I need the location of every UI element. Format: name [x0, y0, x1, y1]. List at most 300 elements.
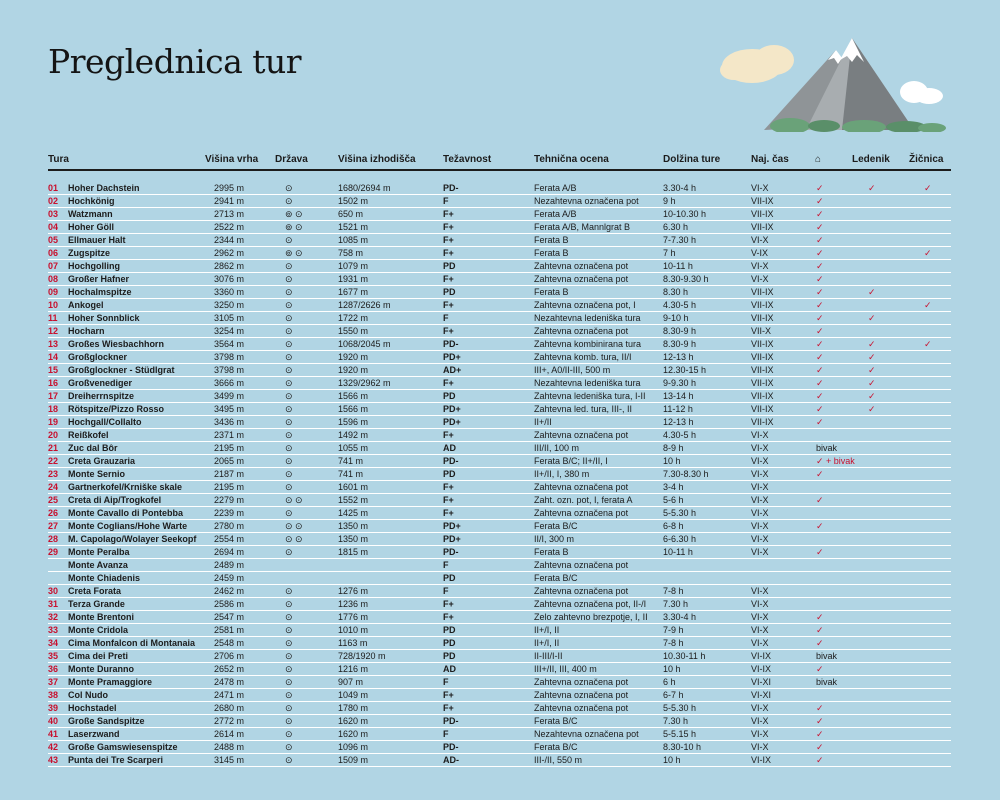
table-row — [48, 689, 951, 702]
tour-name: Creta Forata — [68, 586, 122, 596]
tour-number: 36 — [48, 664, 59, 674]
start-height: 1920 m — [338, 352, 369, 362]
table-row — [48, 754, 951, 767]
best-season: VI-IX — [751, 755, 772, 765]
best-season: VII-IX — [751, 391, 774, 401]
tour-length: 7 h — [663, 248, 676, 258]
tour-name: Watzmann — [68, 209, 113, 219]
best-season: VI-X — [751, 703, 769, 713]
cableway-check: ✓ — [924, 183, 932, 193]
tour-number: 09 — [48, 287, 59, 297]
technical-grade: Ferata B — [534, 547, 569, 557]
peak-height: 2548 m — [214, 638, 245, 648]
difficulty: PD- — [443, 547, 459, 557]
technical-grade: Zahtevna označena pot — [534, 560, 629, 570]
tour-number: 38 — [48, 690, 59, 700]
country-flags: ⊙ — [285, 703, 293, 713]
tour-length: 8.30 h — [663, 287, 689, 297]
technical-grade: Ferata B — [534, 248, 569, 258]
difficulty: PD+ — [443, 352, 461, 362]
difficulty: PD — [443, 573, 456, 583]
tour-name: Zuc dal Bôr — [68, 443, 118, 453]
country-flags: ⊙ — [285, 677, 293, 687]
difficulty: F+ — [443, 430, 454, 440]
peak-height: 3495 m — [214, 404, 245, 414]
best-season: VII-IX — [751, 196, 774, 206]
tour-name: Gartnerkofel/Krniške skale — [68, 482, 183, 492]
tour-length: 7-8 h — [663, 638, 684, 648]
country-flags: ⊙ — [285, 430, 293, 440]
table-row — [48, 416, 951, 429]
start-height: 1236 m — [338, 599, 369, 609]
tour-length: 8.30-9.30 h — [663, 274, 709, 284]
glacier-check: ✓ — [868, 339, 876, 349]
start-height: 1329/2962 m — [338, 378, 391, 388]
difficulty: PD — [443, 625, 456, 635]
table-row — [48, 572, 951, 585]
country-flags: ⊙ — [285, 690, 293, 700]
table-header — [48, 153, 951, 171]
peak-height: 2239 m — [214, 508, 245, 518]
header-start: Višina izhodišča — [338, 154, 416, 165]
technical-grade: Zahtevna označena pot — [534, 274, 629, 284]
country-flags: ⊙ — [285, 638, 293, 648]
difficulty: F+ — [443, 495, 454, 505]
glacier-check: ✓ — [868, 378, 876, 388]
best-season: VII-IX — [751, 313, 774, 323]
glacier-check: ✓ — [868, 313, 876, 323]
tour-number: 27 — [48, 521, 59, 531]
best-season: VI-IX — [751, 651, 772, 661]
start-height: 1601 m — [338, 482, 369, 492]
peak-height: 3250 m — [214, 300, 245, 310]
glacier-check: ✓ — [868, 352, 876, 362]
tour-length: 12-13 h — [663, 417, 694, 427]
start-height: 1085 m — [338, 235, 369, 245]
tour-name: Hocharn — [68, 326, 105, 336]
start-height: 650 m — [338, 209, 364, 219]
header-season: Naj. čas — [751, 154, 789, 165]
best-season: VII-IX — [751, 404, 774, 414]
tour-length: 4.30-5 h — [663, 430, 697, 440]
difficulty: F+ — [443, 209, 454, 219]
start-height: 1620 m — [338, 716, 369, 726]
country-flags: ⊙ — [285, 664, 293, 674]
difficulty: F+ — [443, 326, 454, 336]
tour-name: Hoher Dachstein — [68, 183, 140, 193]
glacier-check: ✓ — [868, 287, 876, 297]
peak-height: 3076 m — [214, 274, 245, 284]
technical-grade: Ferata B/C — [534, 573, 578, 583]
best-season: VI-X — [751, 469, 769, 479]
start-height: 1068/2045 m — [338, 339, 391, 349]
start-height: 1276 m — [338, 586, 369, 596]
difficulty: PD+ — [443, 521, 461, 531]
tour-length: 8.30-10 h — [663, 742, 702, 752]
tour-number: 28 — [48, 534, 59, 544]
table-row — [48, 741, 951, 754]
technical-grade: Zahtevna označena pot — [534, 586, 629, 596]
best-season: VII-IX — [751, 339, 774, 349]
tour-number: 14 — [48, 352, 59, 362]
tour-name: Col Nudo — [68, 690, 108, 700]
technical-grade: Zahtevna ledeniška tura, I-II — [534, 391, 646, 401]
difficulty: F — [443, 313, 449, 323]
tour-name: Monte Pramaggiore — [68, 677, 153, 687]
tour-length: 5-6 h — [663, 495, 684, 505]
table-row — [48, 221, 951, 234]
best-season: VII-IX — [751, 352, 774, 362]
table-row — [48, 624, 951, 637]
tour-name: Monte Peralba — [68, 547, 130, 557]
peak-height: 2371 m — [214, 430, 245, 440]
tour-name: Großes Wiesbachhorn — [68, 339, 164, 349]
start-height: 1502 m — [338, 196, 369, 206]
country-flags: ⊙ — [285, 586, 293, 596]
country-flags: ⊙ — [285, 378, 293, 388]
technical-grade: Zahtevna označena pot — [534, 482, 629, 492]
country-flags: ⊙ — [285, 469, 293, 479]
table-row — [48, 611, 951, 624]
technical-grade: III-/II, 550 m — [534, 755, 583, 765]
table-row — [48, 559, 951, 572]
start-height: 907 m — [338, 677, 364, 687]
tour-length: 8.30-9 h — [663, 339, 697, 349]
table-row — [48, 533, 951, 546]
start-height: 1287/2626 m — [338, 300, 391, 310]
start-height: 1425 m — [338, 508, 369, 518]
hut-check: ✓ — [816, 495, 824, 505]
tour-length: 7-7.30 h — [663, 235, 697, 245]
technical-grade: III+, A0/II-III, 500 m — [534, 365, 611, 375]
tour-number: 04 — [48, 222, 59, 232]
technical-grade: Zahtevna označena pot, II-/I — [534, 599, 647, 609]
tour-length: 9-10 h — [663, 313, 689, 323]
table-row — [48, 650, 951, 663]
table-row — [48, 260, 951, 273]
tour-number: 40 — [48, 716, 59, 726]
table-row — [48, 715, 951, 728]
tour-length: 3-4 h — [663, 482, 684, 492]
peak-height: 2680 m — [214, 703, 245, 713]
tour-number: 11 — [48, 313, 58, 323]
tour-name: Hochgolling — [68, 261, 120, 271]
header-cableway: Žičnica — [909, 154, 944, 165]
table-row — [48, 442, 951, 455]
tour-length: 6-8 h — [663, 521, 684, 531]
tour-name: Hochstadel — [68, 703, 117, 713]
tour-name: Ankogel — [68, 300, 104, 310]
hut-check: ✓ — [816, 235, 824, 245]
tour-table-body — [48, 182, 951, 767]
country-flags: ⊙ — [285, 339, 293, 349]
glacier-check: ✓ — [868, 404, 876, 414]
technical-grade: Ferata B/C — [534, 716, 578, 726]
tour-length: 5-5.30 h — [663, 703, 697, 713]
technical-grade: II+/I, II — [534, 625, 560, 635]
tour-length: 10 h — [663, 456, 681, 466]
peak-height: 2279 m — [214, 495, 245, 505]
difficulty: PD — [443, 287, 456, 297]
country-flags: ⊙ — [285, 300, 293, 310]
cableway-check: ✓ — [924, 300, 932, 310]
difficulty: F+ — [443, 300, 454, 310]
technical-grade: Zahtevna označena pot — [534, 677, 629, 687]
start-height: 1049 m — [338, 690, 369, 700]
table-row — [48, 390, 951, 403]
peak-height: 2459 m — [214, 573, 245, 583]
tour-length: 10 h — [663, 755, 681, 765]
technical-grade: Zahtevna označena pot — [534, 703, 629, 713]
tour-length: 11-12 h — [663, 404, 693, 414]
tour-number: 22 — [48, 456, 59, 466]
start-height: 1216 m — [338, 664, 369, 674]
start-height: 1521 m — [338, 222, 369, 232]
difficulty: PD- — [443, 339, 459, 349]
start-height: 1722 m — [338, 313, 369, 323]
cableway-check: ✓ — [924, 248, 932, 258]
technical-grade: Zaht. ozn. pot, I, ferata A — [534, 495, 633, 505]
table-row — [48, 546, 951, 559]
country-flags: ⊙ — [285, 196, 293, 206]
tour-number: 24 — [48, 482, 59, 492]
country-flags: ⊙ — [285, 625, 293, 635]
mountain-illustration — [714, 30, 946, 132]
technical-grade: Zahtevna led. tura, III-, II — [534, 404, 633, 414]
country-flags: ⊙ — [285, 742, 293, 752]
tour-number: 25 — [48, 495, 59, 505]
tour-name: Hochalmspitze — [68, 287, 132, 297]
tour-name: Rötspitze/Pizzo Rosso — [68, 404, 165, 414]
tour-number: 39 — [48, 703, 59, 713]
table-row — [48, 481, 951, 494]
tour-number: 19 — [48, 417, 59, 427]
hut-check: ✓ — [816, 716, 824, 726]
table-row — [48, 585, 951, 598]
tour-length: 7-9 h — [663, 625, 684, 635]
hut-check: ✓ — [816, 404, 824, 414]
country-flags: ⊙ ⊙ — [285, 521, 303, 531]
peak-height: 2471 m — [214, 690, 245, 700]
table-row — [48, 286, 951, 299]
tour-name: Monte Sernio — [68, 469, 126, 479]
tour-number: 35 — [48, 651, 59, 661]
hut-check: ✓ — [816, 339, 824, 349]
tour-name: Reißkofel — [68, 430, 109, 440]
country-flags: ⊙ — [285, 261, 293, 271]
hut-check: ✓ — [816, 313, 824, 323]
difficulty: F+ — [443, 235, 454, 245]
difficulty: AD — [443, 664, 456, 674]
peak-height: 2065 m — [214, 456, 245, 466]
technical-grade: Zahtevna označena pot — [534, 261, 629, 271]
best-season: VI-X — [751, 742, 769, 752]
technical-grade: Ferata A/B, Mannlgrat B — [534, 222, 631, 232]
table-row — [48, 273, 951, 286]
tour-name: Monte Cavallo di Pontebba — [68, 508, 184, 518]
technical-grade: II+/II — [534, 417, 552, 427]
table-row — [48, 637, 951, 650]
table-row — [48, 377, 951, 390]
technical-grade: Zahtevna kombinirana tura — [534, 339, 642, 349]
peak-height: 3436 m — [214, 417, 245, 427]
difficulty: F — [443, 729, 449, 739]
peak-height: 2478 m — [214, 677, 245, 687]
hut-check: ✓ — [816, 742, 824, 752]
best-season: VI-X — [751, 183, 769, 193]
country-flags: ⊚ ⊙ — [285, 209, 303, 219]
header-length: Dolžina ture — [663, 154, 721, 165]
tour-name: Monte Cridola — [68, 625, 128, 635]
tour-length: 12.30-15 h — [663, 365, 707, 375]
best-season: VII-IX — [751, 365, 774, 375]
difficulty: PD- — [443, 716, 459, 726]
difficulty: AD — [443, 443, 456, 453]
tour-name: Monte Brentoni — [68, 612, 134, 622]
difficulty: F+ — [443, 378, 454, 388]
difficulty: F+ — [443, 274, 454, 284]
peak-height: 3145 m — [214, 755, 245, 765]
tour-number: 42 — [48, 742, 59, 752]
technical-grade: Nezahtevna označena pot — [534, 196, 639, 206]
country-flags: ⊚ ⊙ — [285, 222, 303, 232]
best-season: VI-X — [751, 586, 769, 596]
best-season: VI-X — [751, 638, 769, 648]
header-technical: Tehnična ocena — [534, 154, 609, 165]
peak-height: 2554 m — [214, 534, 245, 544]
peak-height: 2694 m — [214, 547, 245, 557]
peak-height: 2489 m — [214, 560, 245, 570]
tour-number: 43 — [48, 755, 59, 765]
tour-number: 29 — [48, 547, 59, 557]
tour-name: Großglockner — [68, 352, 128, 362]
difficulty: F — [443, 586, 449, 596]
difficulty: AD+ — [443, 365, 462, 375]
start-height: 1010 m — [338, 625, 369, 635]
tour-number: 17 — [48, 391, 59, 401]
hut-check: ✓ — [816, 625, 824, 635]
tour-name: Zugspitze — [68, 248, 110, 258]
technical-grade: Ferata B/C — [534, 742, 578, 752]
table-row — [48, 247, 951, 260]
best-season: VII-IX — [751, 209, 774, 219]
table-row — [48, 351, 951, 364]
tour-length: 9-9.30 h — [663, 378, 697, 388]
technical-grade: Ferata B — [534, 287, 569, 297]
tour-number: 31 — [48, 599, 59, 609]
peak-height: 2462 m — [214, 586, 245, 596]
country-flags: ⊙ ⊙ — [285, 534, 303, 544]
header-tour: Tura — [48, 154, 69, 165]
start-height: 1550 m — [338, 326, 369, 336]
cableway-check: ✓ — [924, 339, 932, 349]
country-flags: ⊙ — [285, 716, 293, 726]
peak-height: 2614 m — [214, 729, 245, 739]
table-row — [48, 507, 951, 520]
technical-grade: Ferata A/B — [534, 183, 577, 193]
tour-length: 12-13 h — [663, 352, 694, 362]
tour-length: 10-10.30 h — [663, 209, 707, 219]
country-flags: ⊚ ⊙ — [285, 248, 303, 258]
tour-length: 10-11 h — [663, 547, 693, 557]
tour-number: 01 — [48, 183, 59, 193]
best-season: VI-X — [751, 521, 769, 531]
tour-length: 3.30-4 h — [663, 183, 697, 193]
peak-height: 2344 m — [214, 235, 245, 245]
best-season: VI-X — [751, 443, 769, 453]
hut-check: ✓ — [816, 196, 824, 206]
difficulty: F+ — [443, 690, 454, 700]
country-flags: ⊙ — [285, 547, 293, 557]
tour-name: Hochkönig — [68, 196, 115, 206]
start-height: 1815 m — [338, 547, 369, 557]
hut-check: ✓ — [816, 209, 824, 219]
country-flags: ⊙ — [285, 274, 293, 284]
tour-length: 3.30-4 h — [663, 612, 697, 622]
technical-grade: Zelo zahtevno brezpotje, I, II — [534, 612, 648, 622]
table-row — [48, 702, 951, 715]
country-flags: ⊙ — [285, 755, 293, 765]
tour-number: 23 — [48, 469, 59, 479]
difficulty: PD+ — [443, 404, 461, 414]
tour-number: 32 — [48, 612, 59, 622]
tour-number: 06 — [48, 248, 59, 258]
tour-name: Hoher Göll — [68, 222, 115, 232]
peak-height: 2488 m — [214, 742, 245, 752]
country-flags: ⊙ — [285, 417, 293, 427]
start-height: 741 m — [338, 456, 364, 466]
best-season: VI-X — [751, 274, 769, 284]
technical-grade: Ferata B/C — [534, 521, 578, 531]
start-height: 1677 m — [338, 287, 369, 297]
hut-check: ✓ — [816, 521, 824, 531]
best-season: VI-X — [751, 261, 769, 271]
country-flags: ⊙ — [285, 443, 293, 453]
technical-grade: Zahtevna komb. tura, II/I — [534, 352, 632, 362]
hut-check: bivak — [816, 651, 838, 661]
tour-name: Laserzwand — [68, 729, 120, 739]
tour-length: 7.30 h — [663, 599, 689, 609]
best-season: VI-X — [751, 508, 769, 518]
glacier-check: ✓ — [868, 365, 876, 375]
best-season: VI-X — [751, 716, 769, 726]
best-season: VI-X — [751, 625, 769, 635]
country-flags: ⊙ — [285, 404, 293, 414]
hut-check: ✓ — [816, 274, 824, 284]
tour-name: Großglockner - Stüdlgrat — [68, 365, 175, 375]
peak-height: 3798 m — [214, 365, 245, 375]
tour-number: 15 — [48, 365, 59, 375]
tour-length: 6-6.30 h — [663, 534, 697, 544]
country-flags: ⊙ — [285, 287, 293, 297]
hut-check: bivak — [816, 677, 838, 687]
tour-name: Großvenediger — [68, 378, 133, 388]
peak-height: 2995 m — [214, 183, 245, 193]
difficulty: F+ — [443, 222, 454, 232]
technical-grade: II+/I, II — [534, 638, 560, 648]
difficulty: F+ — [443, 599, 454, 609]
country-flags: ⊙ — [285, 456, 293, 466]
start-height: 1920 m — [338, 365, 369, 375]
table-row — [48, 312, 951, 325]
table-row — [48, 455, 951, 468]
difficulty: F — [443, 677, 449, 687]
tour-number: 08 — [48, 274, 59, 284]
peak-height: 2547 m — [214, 612, 245, 622]
start-height: 1492 m — [338, 430, 369, 440]
hut-check: ✓ — [816, 248, 824, 258]
table-row — [48, 494, 951, 507]
